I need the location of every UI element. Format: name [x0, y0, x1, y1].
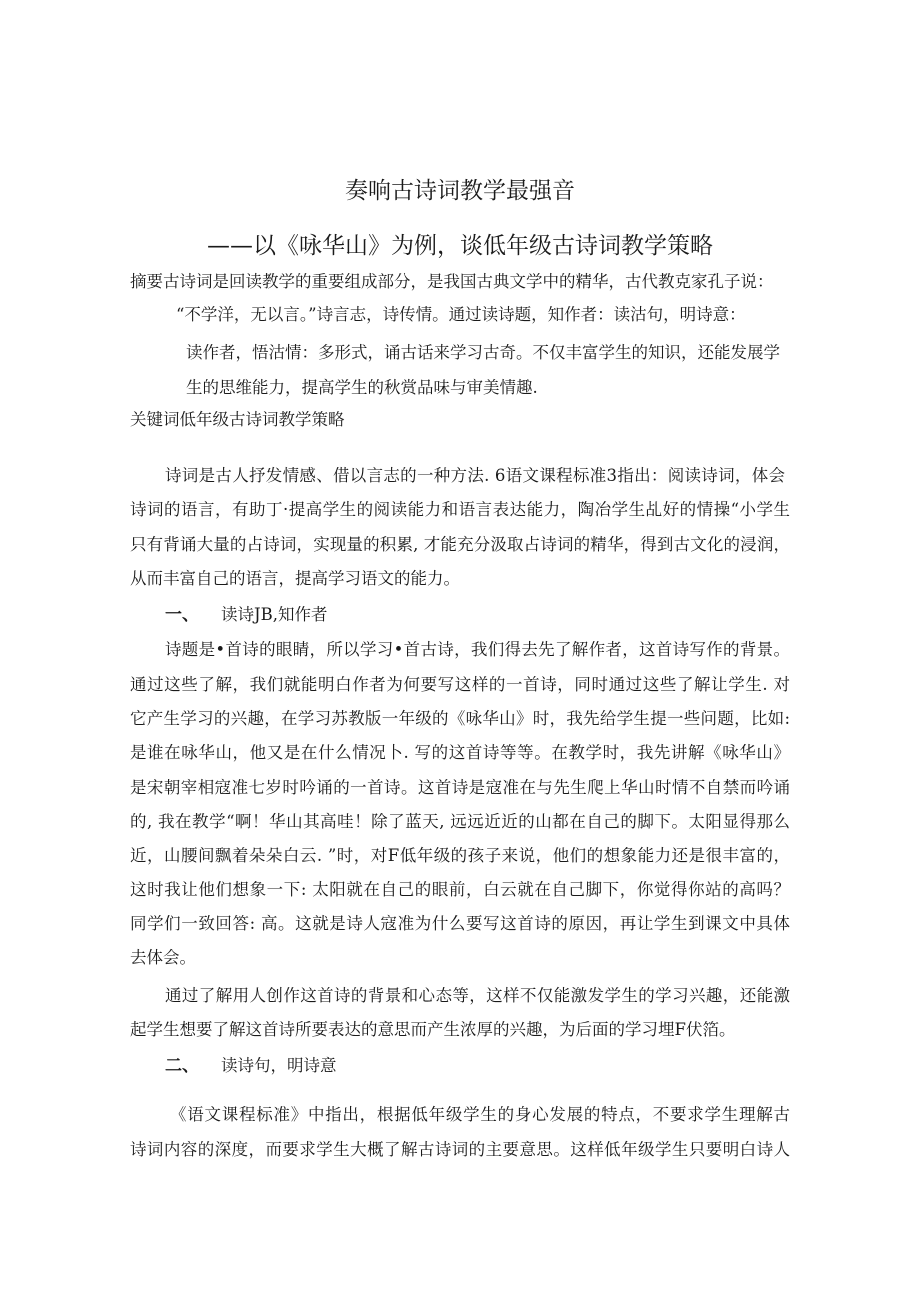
section1-line: 是宋朝宰相寇准七岁时吟诵的一首诗。这首诗是寇准在与先生爬上华山时情不自禁而吟诵 — [130, 778, 790, 797]
section1-line: 这时我让他们想象一下: 太阳就在自己的眼前，白云就在自己脚下，你觉得你站的高吗？ — [130, 880, 790, 899]
section1-line: 它产生学习的兴趣，在学习苏教版一年级的《咏华山》时，我先给学生提一些问题，比如: — [130, 709, 790, 728]
section-number: 一、 — [165, 605, 199, 625]
abstract-line: “不学洋，无以言。”诗言志，诗传情。通过读诗题，知作者：读沽句，明诗意： — [176, 305, 746, 324]
intro-line: 诗词的语言，有助丁·提高学生的阅读能力和语言表达能力，陶冶学生乩好的情操“小学生 — [130, 500, 790, 519]
document-subtitle: ——以《咏华山》为例，谈低年级古诗词教学策略 — [207, 233, 713, 259]
document-title: 奏响古诗词教学最强音 — [345, 178, 575, 204]
intro-line: 只有背诵大量的占诗词，实现量的积累, 才能充分汲取占诗词的精华，得到古文化的浸润， — [130, 535, 790, 554]
section1-line: 通过了解用人创作这首诗的背景和心态等，这样不仅能激发学生的学习兴趣，还能激 — [165, 986, 790, 1005]
section1-line: 诗题是•首诗的眼睛，所以学习•首古诗，我们得去先了解作者，这首诗写作的背景。 — [165, 640, 790, 659]
intro-line: 诗词是古人抒发情感、借以言志的一种方法. 6语文课程标准3指出：阅读诗词，体会 — [165, 466, 785, 485]
abstract-line: 摘要古诗词是回读教学的重要组成部分，是我国古典文学中的精华，古代教克家孔子说： — [130, 272, 774, 291]
section1-line: 同学们一致回答: 高。这就是诗人寇准为什么要写这首诗的原因，再让学生到课文中具体 — [130, 914, 790, 933]
section1-line: 去体会。 — [130, 948, 196, 967]
section2-line: 诗词内容的深度，而要求学生大概了解古诗词的主要意思。这样低年级学生只要明白诗人 — [130, 1140, 790, 1159]
section-number: 二、 — [165, 1056, 199, 1076]
section2-line: 《语文课程标准》中指出，根据低年级学生的身心发展的特点，不要求学生理解古 — [170, 1105, 790, 1124]
section-heading-text: 读诗句，明诗意 — [221, 1056, 337, 1075]
section-heading-2 — [165, 1056, 337, 1076]
abstract-line: 生的思维能力，提高学生的秋赏品味与审美情趣. — [186, 378, 538, 397]
section-heading-text: 读诗JB,知作者 — [221, 605, 328, 624]
keywords: 关键词低年级古诗词教学策略 — [130, 410, 345, 429]
section1-line: 起学生想要了解这首诗所要表达的意思而产生浓厚的兴趣，为后面的学习埋F伏箔。 — [130, 1020, 736, 1039]
section-heading-1 — [165, 605, 328, 625]
abstract-line: 读作者，悟沽情：多形式，诵古话来学习古奇。不仅丰富学生的知识，还能发展学 — [186, 343, 780, 362]
section1-line: 是谁在咏华山，他又是在什么情况卜. 写的这首诗等等。在教学时，我先讲解《咏华山》 — [130, 743, 790, 762]
section1-line: 的, 我在教学“啊！华山其高哇！除了蓝天, 远远近近的山都在自己的脚下。太阳显得那么 — [130, 812, 790, 831]
section1-line: 近，山腰间飘着朵朵白云. ”时，对F低年级的孩子来说，他们的想象能力还是很丰富的， — [130, 846, 790, 865]
section1-line: 通过这些了解，我们就能明白作者为何要写这样的一首诗，同时通过这些了解让学生. 对 — [130, 675, 790, 694]
intro-line: 从而丰富自己的语言，提高学习语文的能力。 — [130, 569, 460, 588]
